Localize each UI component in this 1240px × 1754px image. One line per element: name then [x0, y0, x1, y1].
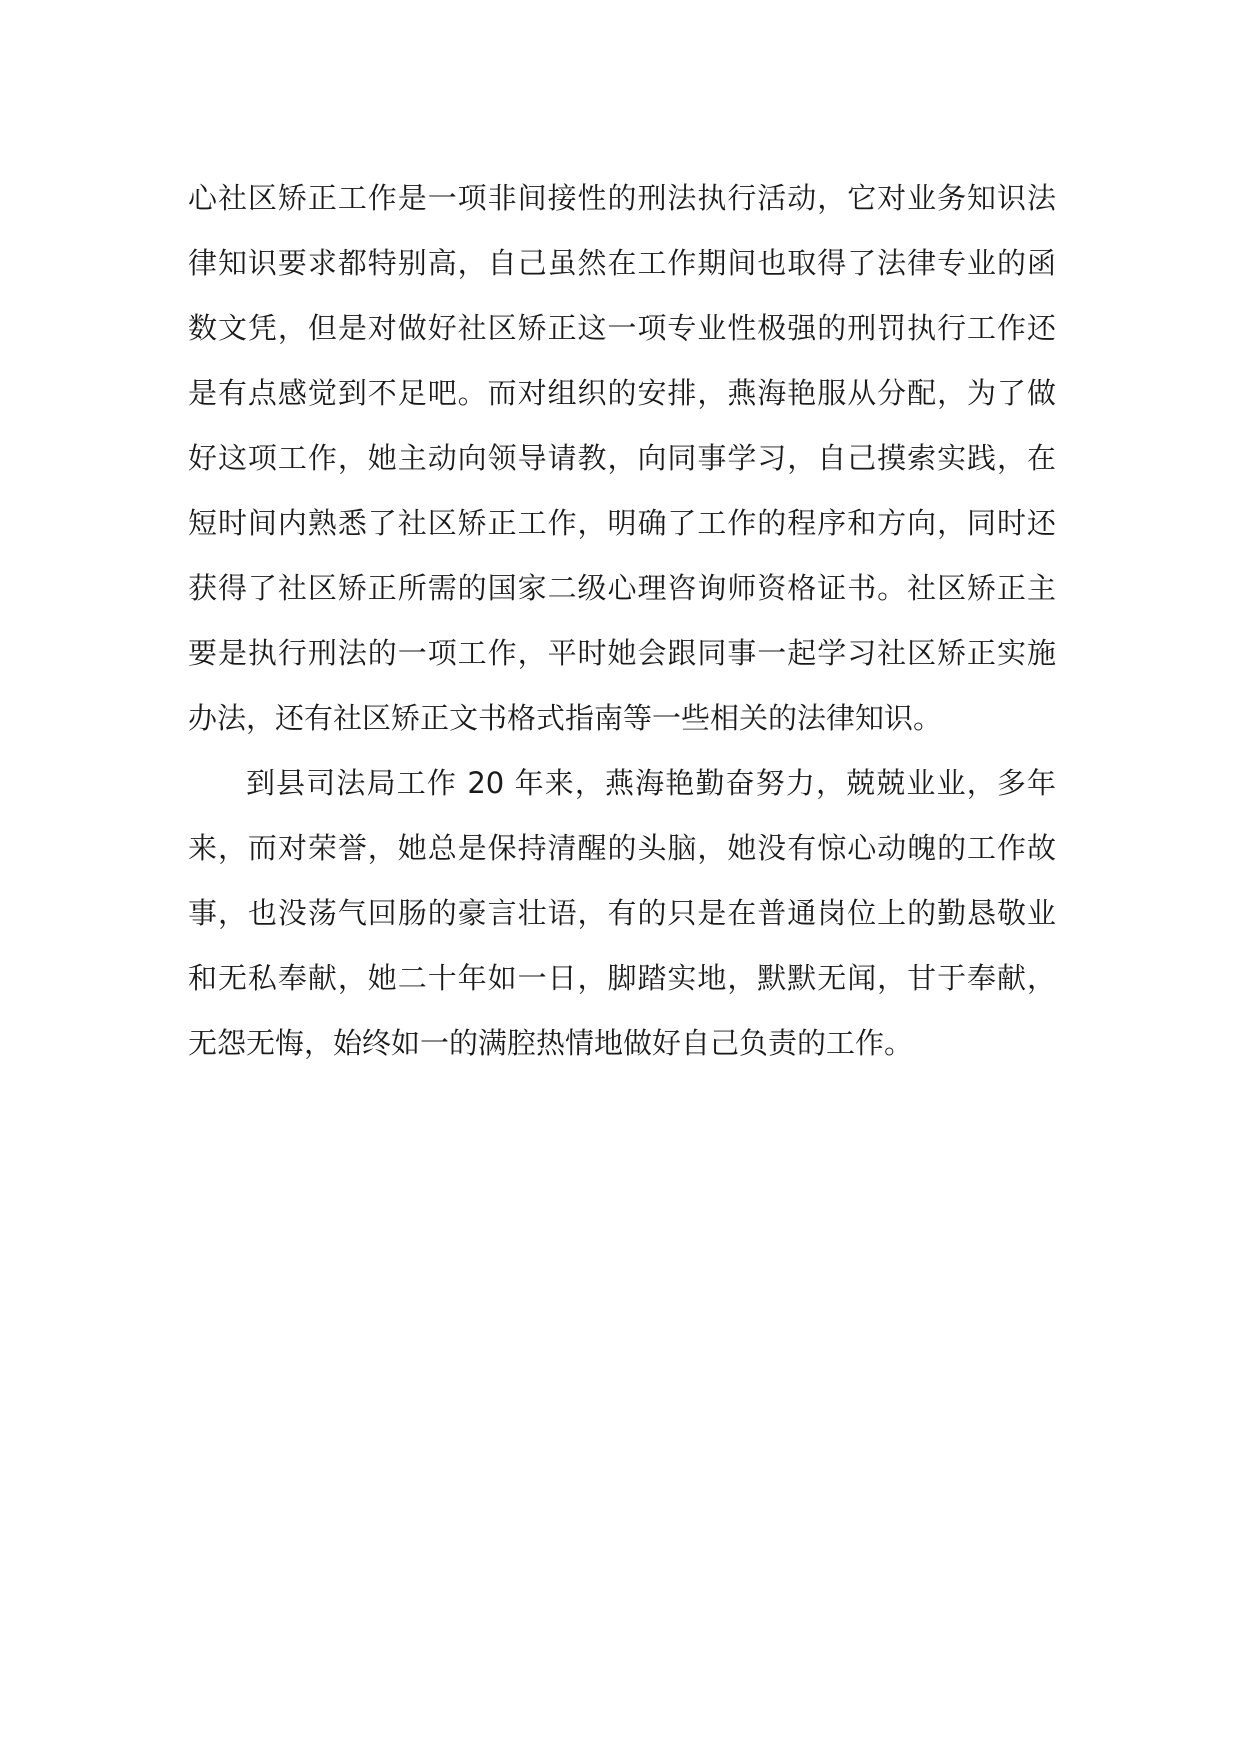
- paragraph-1: [188, 166, 1056, 751]
- paragraph-line: 获得了社区矫正所需的国家二级心理咨询师资格证书。社区矫正主: [188, 571, 1056, 605]
- paragraph-line: 到县司法局工作 20 年来，燕海艳勤奋努力，兢兢业业，多年: [246, 766, 1056, 800]
- paragraph-line: 是有点感觉到不足吧。而对组织的安排，燕海艳服从分配，为了做: [188, 376, 1056, 410]
- paragraph-line: 办法，还有社区矫正文书格式指南等一些相关的法律知识。: [188, 701, 943, 735]
- paragraph-line: 短时间内熟悉了社区矫正工作，明确了工作的程序和方向，同时还: [188, 506, 1056, 540]
- paragraph-2: [188, 751, 1056, 1076]
- paragraph-line: 和无私奉献，她二十年如一日，脚踏实地，默默无闻，甘于奉献，: [188, 961, 1056, 995]
- paragraph-line: 数文凭，但是对做好社区矫正这一项专业性极强的刑罚执行工作还: [188, 311, 1056, 345]
- paragraph-line: 无怨无悔，始终如一的满腔热情地做好自己负责的工作。: [188, 1026, 914, 1060]
- paragraph-line: 要是执行刑法的一项工作，平时她会跟同事一起学习社区矫正实施: [188, 636, 1056, 670]
- paragraph-line: 好这项工作，她主动向领导请教，向同事学习，自己摸索实践，在: [188, 441, 1056, 475]
- paragraph-line: 律知识要求都特别高，自己虽然在工作期间也取得了法律专业的函: [188, 246, 1056, 280]
- paragraph-line: 来，而对荣誉，她总是保持清醒的头脑，她没有惊心动魄的工作故: [188, 831, 1056, 865]
- document-body: [188, 166, 1056, 1076]
- paragraph-line: 事，也没荡气回肠的豪言壮语，有的只是在普通岗位上的勤恳敬业: [188, 896, 1056, 930]
- paragraph-line: 心社区矫正工作是一项非间接性的刑法执行活动，它对业务知识法: [188, 181, 1056, 215]
